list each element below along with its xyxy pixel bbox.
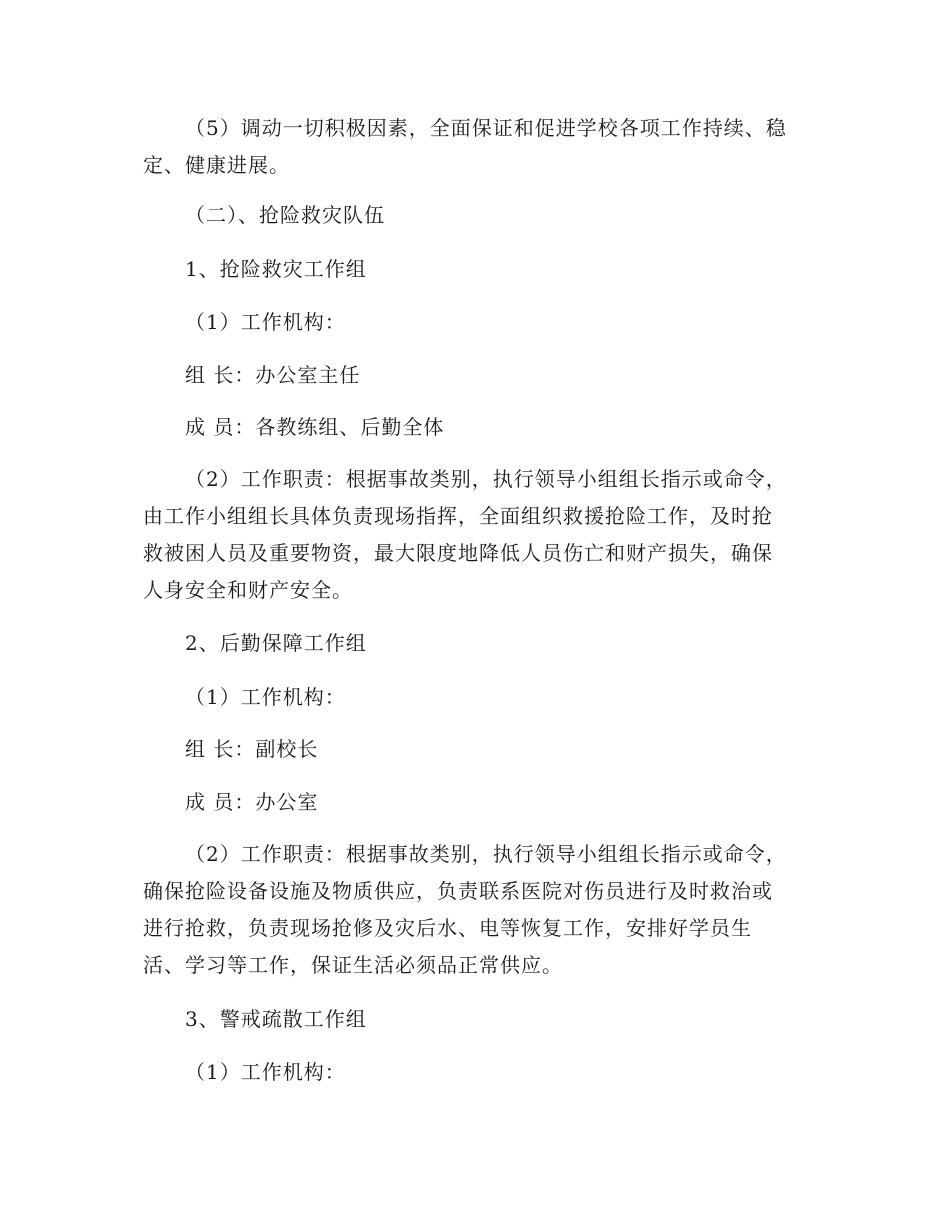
group-leader: 组 长：办公室主任 bbox=[185, 363, 361, 387]
paragraph-line: 确保抢险设备设施及物质供应，负责联系医院对伤员进行及时救治或 bbox=[143, 879, 773, 903]
paragraph-line: 定、健康进展。 bbox=[143, 153, 290, 177]
paragraph-line: 救被困人员及重要物资，最大限度地降低人员伤亡和财产损失，确保 bbox=[143, 541, 773, 565]
paragraph-duties-logistics bbox=[143, 839, 808, 980]
item-organization: （1）工作机构： bbox=[185, 310, 346, 334]
item-organization: （1）工作机构： bbox=[185, 1060, 346, 1084]
paragraph-line: 进行抢救，负责现场抢修及灾后水、电等恢复工作，安排好学员生 bbox=[143, 916, 752, 940]
subsection-heading-logistics-group: 2、后勤保障工作组 bbox=[185, 631, 367, 655]
paragraph-line: （2）工作职责：根据事故类别，执行领导小组组长指示或命令， bbox=[185, 842, 787, 866]
paragraph-line: 人身安全和财产安全。 bbox=[143, 578, 353, 602]
subsection-heading-evacuation-group: 3、警戒疏散工作组 bbox=[185, 1007, 367, 1031]
paragraph-duties-rescue bbox=[143, 464, 808, 605]
paragraph-line: 活、学习等工作，保证生活必须品正常供应。 bbox=[143, 953, 563, 977]
subsection-heading-rescue-group: 1、抢险救灾工作组 bbox=[185, 257, 367, 281]
paragraph-line: 由工作小组组长具体负责现场指挥，全面组织救援抢险工作，及时抢 bbox=[143, 504, 773, 528]
section-heading-rescue-teams: （二）、抢险救灾队伍 bbox=[185, 203, 385, 227]
group-members: 成 员：各教练组、后勤全体 bbox=[185, 415, 445, 439]
item-organization: （1）工作机构： bbox=[185, 685, 346, 709]
paragraph-line: （2）工作职责：根据事故类别，执行领导小组组长指示或命令， bbox=[185, 467, 787, 491]
paragraph-line: （5）调动一切积极因素，全面保证和促进学校各项工作持续、稳 bbox=[185, 116, 787, 140]
group-members: 成 员：办公室 bbox=[185, 790, 319, 814]
paragraph-item-5 bbox=[143, 113, 808, 180]
group-leader: 组 长：副校长 bbox=[185, 737, 319, 761]
